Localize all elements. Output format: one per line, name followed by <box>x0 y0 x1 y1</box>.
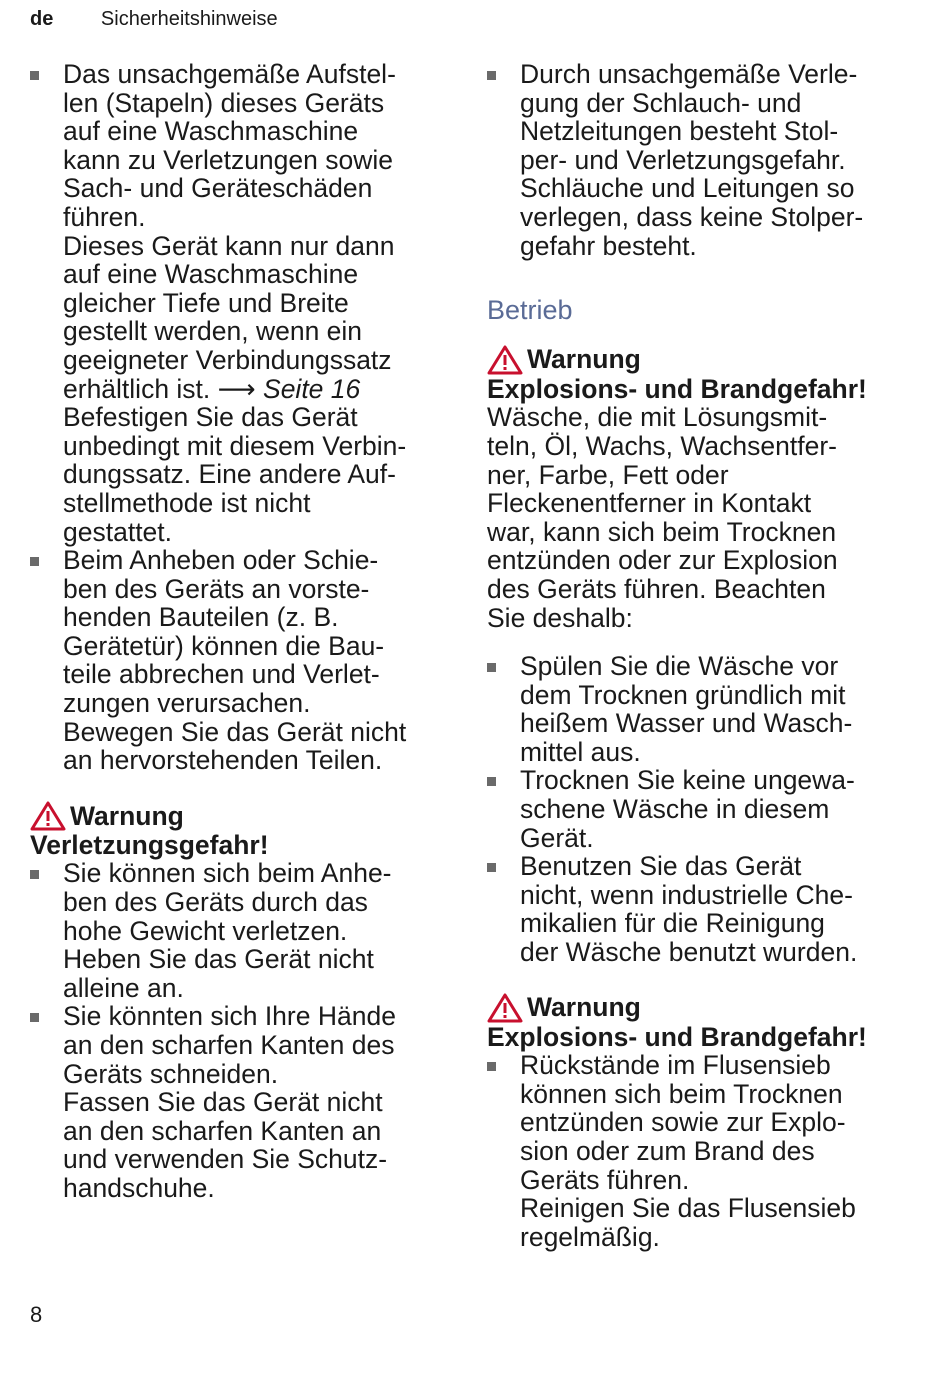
list-item <box>487 60 927 260</box>
text-line: Sach- und Geräteschäden <box>63 173 373 204</box>
text-line: Bewegen Sie das Gerät nicht <box>63 716 407 747</box>
warning-heading <box>487 345 927 375</box>
warning-heading <box>30 801 455 831</box>
list-item <box>30 1002 455 1202</box>
text-line: entzünden sowie zur Explo- <box>520 1107 846 1138</box>
text-line: Sie deshalb: <box>487 602 633 633</box>
text-line: Befestigen Sie das Gerät <box>63 402 358 433</box>
text-line: Gerätetür) können die Bau- <box>63 630 385 661</box>
text-line: des Geräts führen. Beachten <box>487 573 826 604</box>
text-line: Fassen Sie das Gerät nicht <box>63 1087 383 1118</box>
text-line: Gerät. <box>520 822 594 853</box>
text-line: Geräts schneiden. <box>63 1058 279 1089</box>
warning-label: Warnung <box>527 344 641 375</box>
warning-body <box>487 403 927 632</box>
left-column <box>30 60 455 1203</box>
text-line: Netzleitungen besteht Stol- <box>520 116 839 147</box>
text-line: Durch unsachgemäße Verle- <box>520 59 858 89</box>
text-line: können sich beim Trocknen <box>520 1078 843 1109</box>
right-column <box>487 60 927 1251</box>
text-line: Sie können sich beim Anhe- <box>63 858 392 889</box>
text-line: sion oder zum Brand des <box>520 1136 815 1166</box>
page-header <box>30 8 278 31</box>
text-line: dem Trocknen gründlich mit <box>520 679 846 710</box>
bullet-icon <box>487 71 496 80</box>
text-line: war, kann sich beim Trocknen <box>487 516 837 547</box>
section-name: Sicherheitshinweise <box>100 8 278 30</box>
bullet-icon <box>487 1062 496 1071</box>
text-line: führen. <box>63 201 146 232</box>
text-line: Dieses Gerät kann nur dann <box>63 230 395 261</box>
text-line: Wäsche, die mit Lösungsmit- <box>487 402 828 433</box>
bullet-icon <box>30 71 39 80</box>
text-line: Spülen Sie die Wäsche vor <box>520 651 839 682</box>
ref-prefix: erhältlich ist. <box>63 373 218 404</box>
text-line: gleicher Tiefe und Breite <box>63 287 349 318</box>
text-line: geeigneter Verbindungssatz <box>63 344 392 375</box>
bullet-icon <box>30 870 39 879</box>
text-line: entzünden oder zur Explosion <box>487 545 838 576</box>
bullet-icon <box>487 863 496 872</box>
warning-title: Explosions- und Brandgefahr! <box>487 1021 867 1052</box>
text-line: per- und Verletzungsgefahr. <box>520 144 846 175</box>
list-item <box>487 1051 927 1251</box>
text-line: Benutzen Sie das Gerät <box>520 851 802 882</box>
text-line: Reinigen Sie das Flusensieb <box>520 1193 856 1224</box>
warning-triangle-icon <box>487 993 523 1023</box>
text-line: gefahr besteht. <box>520 230 697 261</box>
warning-triangle-icon <box>30 801 66 831</box>
text-line: ben des Geräts durch das <box>63 887 368 918</box>
text-line: an den scharfen Kanten des <box>63 1030 395 1060</box>
text-line: kann zu Verletzungen sowie <box>63 144 393 175</box>
section-heading: Betrieb <box>487 295 573 326</box>
text-line: der Wäsche benutzt wurden. <box>520 937 858 968</box>
page-link[interactable]: Seite 16 <box>263 373 361 404</box>
text-line: mikalien für die Reinigung <box>520 908 825 939</box>
text-line: an den scharfen Kanten an <box>63 1115 382 1146</box>
text-line: nicht, wenn industrielle Che- <box>520 879 853 910</box>
text-line: auf eine Waschmaschine <box>63 259 359 290</box>
text-line: teln, Öl, Wachs, Wachsentfer- <box>487 430 837 461</box>
list-item <box>487 852 927 966</box>
text-line: alleine an. <box>63 972 184 1003</box>
text-line: ben des Geräts an vorste- <box>63 573 370 604</box>
text-line: Rückstände im Flusensieb <box>520 1050 831 1081</box>
text-line: an hervorstehenden Teilen. <box>63 745 383 776</box>
warning-label: Warnung <box>527 992 641 1023</box>
text-line: ner, Farbe, Fett oder <box>487 459 729 490</box>
text-line: und verwenden Sie Schutz- <box>63 1144 388 1175</box>
text-line: stellmethode ist nicht <box>63 487 311 518</box>
text-line: Trocknen Sie keine ungewa- <box>520 765 855 796</box>
bullet-icon <box>30 557 39 566</box>
bullet-icon <box>30 1013 39 1022</box>
arrow-right-icon: ⟶ <box>217 373 256 404</box>
text-line: Heben Sie das Gerät nicht <box>63 944 374 975</box>
text-line: Schläuche und Leitungen so <box>520 173 855 204</box>
cross-reference <box>63 375 455 404</box>
bullet-icon <box>487 777 496 786</box>
bullet-icon <box>487 663 496 672</box>
list-item <box>487 652 927 766</box>
list-item <box>30 60 455 546</box>
text-line: teile abbrechen und Verlet- <box>63 659 380 690</box>
text-line: heißem Wasser und Wasch- <box>520 708 853 739</box>
text-line: hohe Gewicht verletzen. <box>63 915 348 946</box>
text-line: dungssatz. Eine andere Auf- <box>63 459 396 490</box>
text-line: regelmäßig. <box>520 1221 660 1252</box>
text-line: zungen verursachen. <box>63 688 311 719</box>
text-line: Beim Anheben oder Schie- <box>63 545 379 576</box>
list-item <box>487 766 927 852</box>
warning-label: Warnung <box>70 800 184 831</box>
text-line: auf eine Waschmaschine <box>63 116 359 147</box>
text-line: mittel aus. <box>520 736 641 767</box>
text-line: unbedingt mit diesem Verbin- <box>63 430 407 461</box>
warning-triangle-icon <box>487 345 523 375</box>
text-line: gung der Schlauch- und <box>520 87 802 118</box>
list-item <box>30 546 455 775</box>
text-line: gestattet. <box>63 516 173 547</box>
warning-block <box>30 801 455 1203</box>
warning-block <box>487 993 927 1252</box>
warning-title: Verletzungsgefahr! <box>30 829 269 860</box>
language-code: de <box>30 8 54 30</box>
warning-heading <box>487 993 927 1023</box>
text-line: Das unsachgemäße Aufstel- <box>63 59 396 89</box>
text-line: henden Bauteilen (z. B. <box>63 602 339 633</box>
text-line: schene Wäsche in diesem <box>520 794 830 825</box>
text-line: handschuhe. <box>63 1172 215 1203</box>
list-item <box>30 859 455 1002</box>
warning-block <box>487 345 927 967</box>
text-line: Fleckenentferner in Kontakt <box>487 488 812 519</box>
text-line: len (Stapeln) dieses Geräts <box>63 87 385 118</box>
warning-title: Explosions- und Brandgefahr! <box>487 373 867 404</box>
text-line: verlegen, dass keine Stolper- <box>520 201 864 232</box>
text-line: Sie könnten sich Ihre Hände <box>63 1001 396 1032</box>
text-line: Geräts führen. <box>520 1164 690 1195</box>
page-number: 8 <box>30 1302 43 1327</box>
text-line: gestellt werden, wenn ein <box>63 316 363 347</box>
